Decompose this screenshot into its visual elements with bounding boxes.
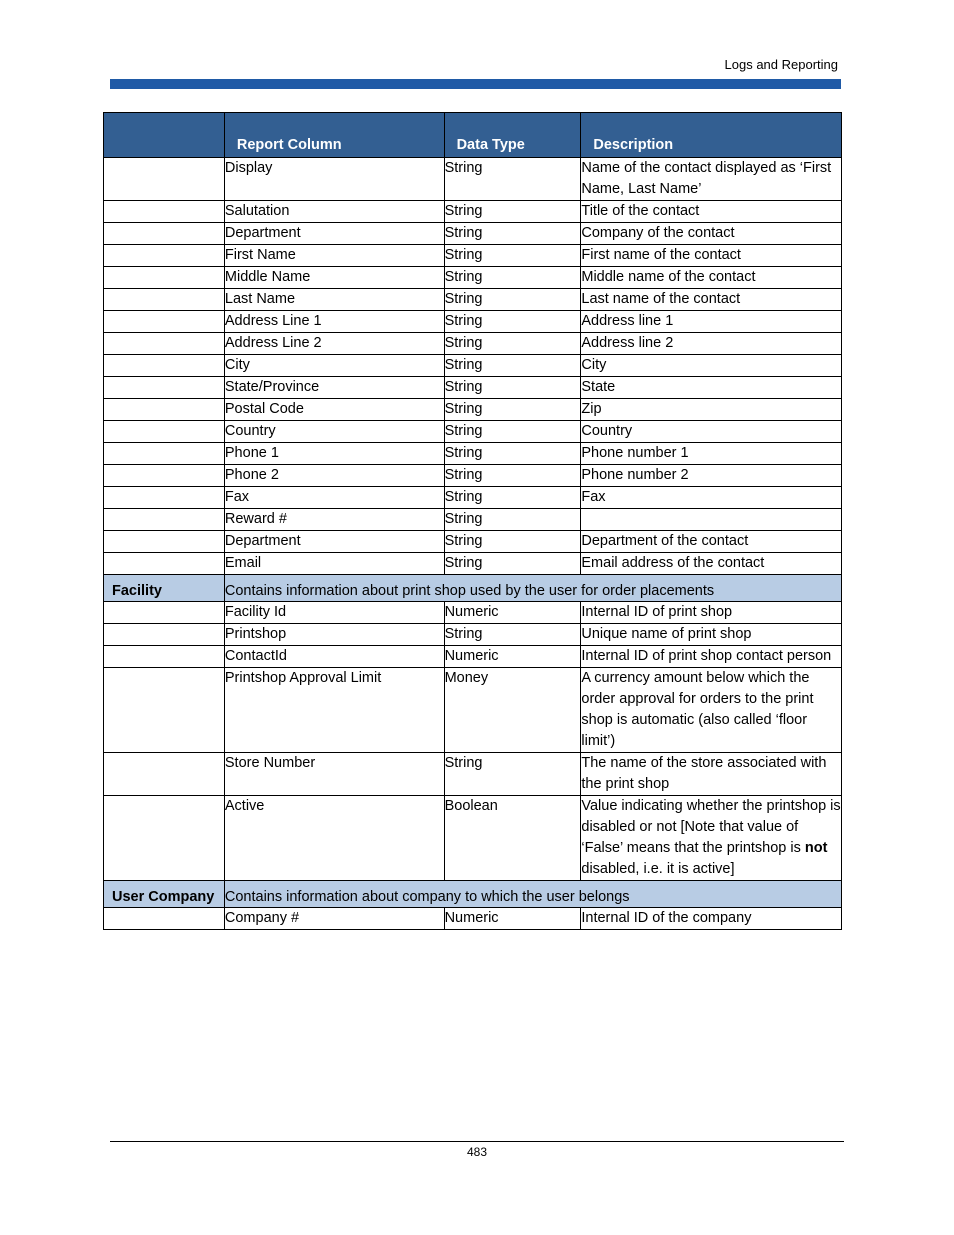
description: Address line 2 xyxy=(581,333,842,355)
table-row xyxy=(104,646,842,668)
column-name: Middle Name xyxy=(224,267,444,289)
column-name: Email xyxy=(224,553,444,575)
description: Email address of the contact xyxy=(581,553,842,575)
table-row xyxy=(104,421,842,443)
description: Phone number 2 xyxy=(581,465,842,487)
table-row xyxy=(104,531,842,553)
section-cell xyxy=(104,355,225,377)
description: Name of the contact displayed as ‘First Name, Last Name’ xyxy=(581,158,842,201)
footer-rule xyxy=(110,1141,844,1142)
column-name: Phone 1 xyxy=(224,443,444,465)
description: First name of the contact xyxy=(581,245,842,267)
column-name: Salutation xyxy=(224,201,444,223)
data-type: String xyxy=(444,333,581,355)
data-type: Money xyxy=(444,668,581,753)
column-name: Postal Code xyxy=(224,399,444,421)
column-name: Fax xyxy=(224,487,444,509)
table-row xyxy=(104,602,842,624)
column-name: Phone 2 xyxy=(224,465,444,487)
data-type: String xyxy=(444,245,581,267)
column-name: Reward # xyxy=(224,509,444,531)
data-type: Numeric xyxy=(444,602,581,624)
description: Title of the contact xyxy=(581,201,842,223)
description: Internal ID of the company xyxy=(581,908,842,930)
table-row xyxy=(104,267,842,289)
table-row xyxy=(104,796,842,881)
section-cell xyxy=(104,377,225,399)
section-cell xyxy=(104,753,225,796)
data-type: String xyxy=(444,753,581,796)
description-text: disabled, i.e. it is active] xyxy=(581,861,735,877)
table-row xyxy=(104,399,842,421)
header-cell-description: Description xyxy=(581,113,842,158)
data-type: String xyxy=(444,355,581,377)
table-row xyxy=(104,509,842,531)
description-emphasis: not xyxy=(804,840,828,856)
data-type: String xyxy=(444,509,581,531)
column-name: Printshop Approval Limit xyxy=(224,668,444,753)
description-text: Value indicating whether the printshop is disabled or not [Note that value of ‘False’ means that the printshop is xyxy=(581,798,841,856)
data-type: String xyxy=(444,399,581,421)
report-columns-table xyxy=(103,112,842,930)
description: The name of the store associated with the print shop xyxy=(581,753,842,796)
column-name: ContactId xyxy=(224,646,444,668)
table-row xyxy=(104,333,842,355)
column-name: State/Province xyxy=(224,377,444,399)
data-type: String xyxy=(444,531,581,553)
section-cell xyxy=(104,443,225,465)
column-name: Department xyxy=(224,223,444,245)
data-type: String xyxy=(444,158,581,201)
description: Company of the contact xyxy=(581,223,842,245)
section-cell xyxy=(104,399,225,421)
description: State xyxy=(581,377,842,399)
column-name: Department xyxy=(224,531,444,553)
section-cell xyxy=(104,201,225,223)
section-cell xyxy=(104,908,225,930)
page-header-title: Logs and Reporting xyxy=(724,57,838,72)
data-type: Numeric xyxy=(444,646,581,668)
table-row xyxy=(104,245,842,267)
description: Internal ID of print shop contact person xyxy=(581,646,842,668)
table-row xyxy=(104,487,842,509)
description: Fax xyxy=(581,487,842,509)
section-cell xyxy=(104,421,225,443)
column-name: Printshop xyxy=(224,624,444,646)
section-row-user-company xyxy=(104,881,842,908)
column-name: Facility Id xyxy=(224,602,444,624)
description: Country xyxy=(581,421,842,443)
data-type: String xyxy=(444,421,581,443)
page-number: 483 xyxy=(466,1145,488,1159)
description xyxy=(581,796,842,881)
section-cell xyxy=(104,509,225,531)
column-name: Last Name xyxy=(224,289,444,311)
table-row xyxy=(104,311,842,333)
table-row xyxy=(104,377,842,399)
table-row xyxy=(104,753,842,796)
header-cell-section xyxy=(104,113,225,158)
column-name: Active xyxy=(224,796,444,881)
column-name: Display xyxy=(224,158,444,201)
header-cell-report-column: Report Column xyxy=(224,113,444,158)
section-label: Facility xyxy=(104,575,225,602)
section-row-facility xyxy=(104,575,842,602)
data-type: String xyxy=(444,624,581,646)
section-cell xyxy=(104,333,225,355)
section-cell xyxy=(104,624,225,646)
column-name: Address Line 1 xyxy=(224,311,444,333)
column-name: Store Number xyxy=(224,753,444,796)
data-type: Boolean xyxy=(444,796,581,881)
description: Phone number 1 xyxy=(581,443,842,465)
data-type: String xyxy=(444,443,581,465)
section-cell xyxy=(104,668,225,753)
table-row xyxy=(104,158,842,201)
data-type: String xyxy=(444,311,581,333)
table-row xyxy=(104,624,842,646)
table-row xyxy=(104,201,842,223)
data-type: String xyxy=(444,553,581,575)
header-rule xyxy=(110,79,841,89)
description: Unique name of print shop xyxy=(581,624,842,646)
section-cell xyxy=(104,553,225,575)
description: Department of the contact xyxy=(581,531,842,553)
table-row xyxy=(104,223,842,245)
section-cell xyxy=(104,602,225,624)
description: Last name of the contact xyxy=(581,289,842,311)
description: Internal ID of print shop xyxy=(581,602,842,624)
data-type: String xyxy=(444,487,581,509)
description: Middle name of the contact xyxy=(581,267,842,289)
data-type: String xyxy=(444,465,581,487)
table-row xyxy=(104,908,842,930)
table-row xyxy=(104,443,842,465)
section-cell xyxy=(104,158,225,201)
column-name: First Name xyxy=(224,245,444,267)
column-name: Address Line 2 xyxy=(224,333,444,355)
data-type: String xyxy=(444,289,581,311)
column-name: City xyxy=(224,355,444,377)
section-cell xyxy=(104,289,225,311)
description: Zip xyxy=(581,399,842,421)
section-cell xyxy=(104,223,225,245)
data-type: Numeric xyxy=(444,908,581,930)
section-cell xyxy=(104,531,225,553)
section-cell xyxy=(104,796,225,881)
table-row xyxy=(104,553,842,575)
table-row xyxy=(104,355,842,377)
description: City xyxy=(581,355,842,377)
description: A currency amount below which the order approval for orders to the print shop is automatic (also called ‘floor limit’) xyxy=(581,668,842,753)
section-description: Contains information about print shop used by the user for order placements xyxy=(224,575,841,602)
data-type: String xyxy=(444,267,581,289)
section-cell xyxy=(104,267,225,289)
section-cell xyxy=(104,245,225,267)
header-cell-data-type: Data Type xyxy=(444,113,581,158)
table-header-row xyxy=(104,113,842,158)
section-cell xyxy=(104,465,225,487)
table-row xyxy=(104,465,842,487)
data-type: String xyxy=(444,377,581,399)
section-label: User Company xyxy=(104,881,225,908)
description: Address line 1 xyxy=(581,311,842,333)
column-name: Country xyxy=(224,421,444,443)
description xyxy=(581,509,842,531)
section-cell xyxy=(104,646,225,668)
table-row xyxy=(104,668,842,753)
section-cell xyxy=(104,311,225,333)
data-type: String xyxy=(444,201,581,223)
data-type: String xyxy=(444,223,581,245)
section-cell xyxy=(104,487,225,509)
section-description: Contains information about company to which the user belongs xyxy=(224,881,841,908)
table-row xyxy=(104,289,842,311)
column-name: Company # xyxy=(224,908,444,930)
